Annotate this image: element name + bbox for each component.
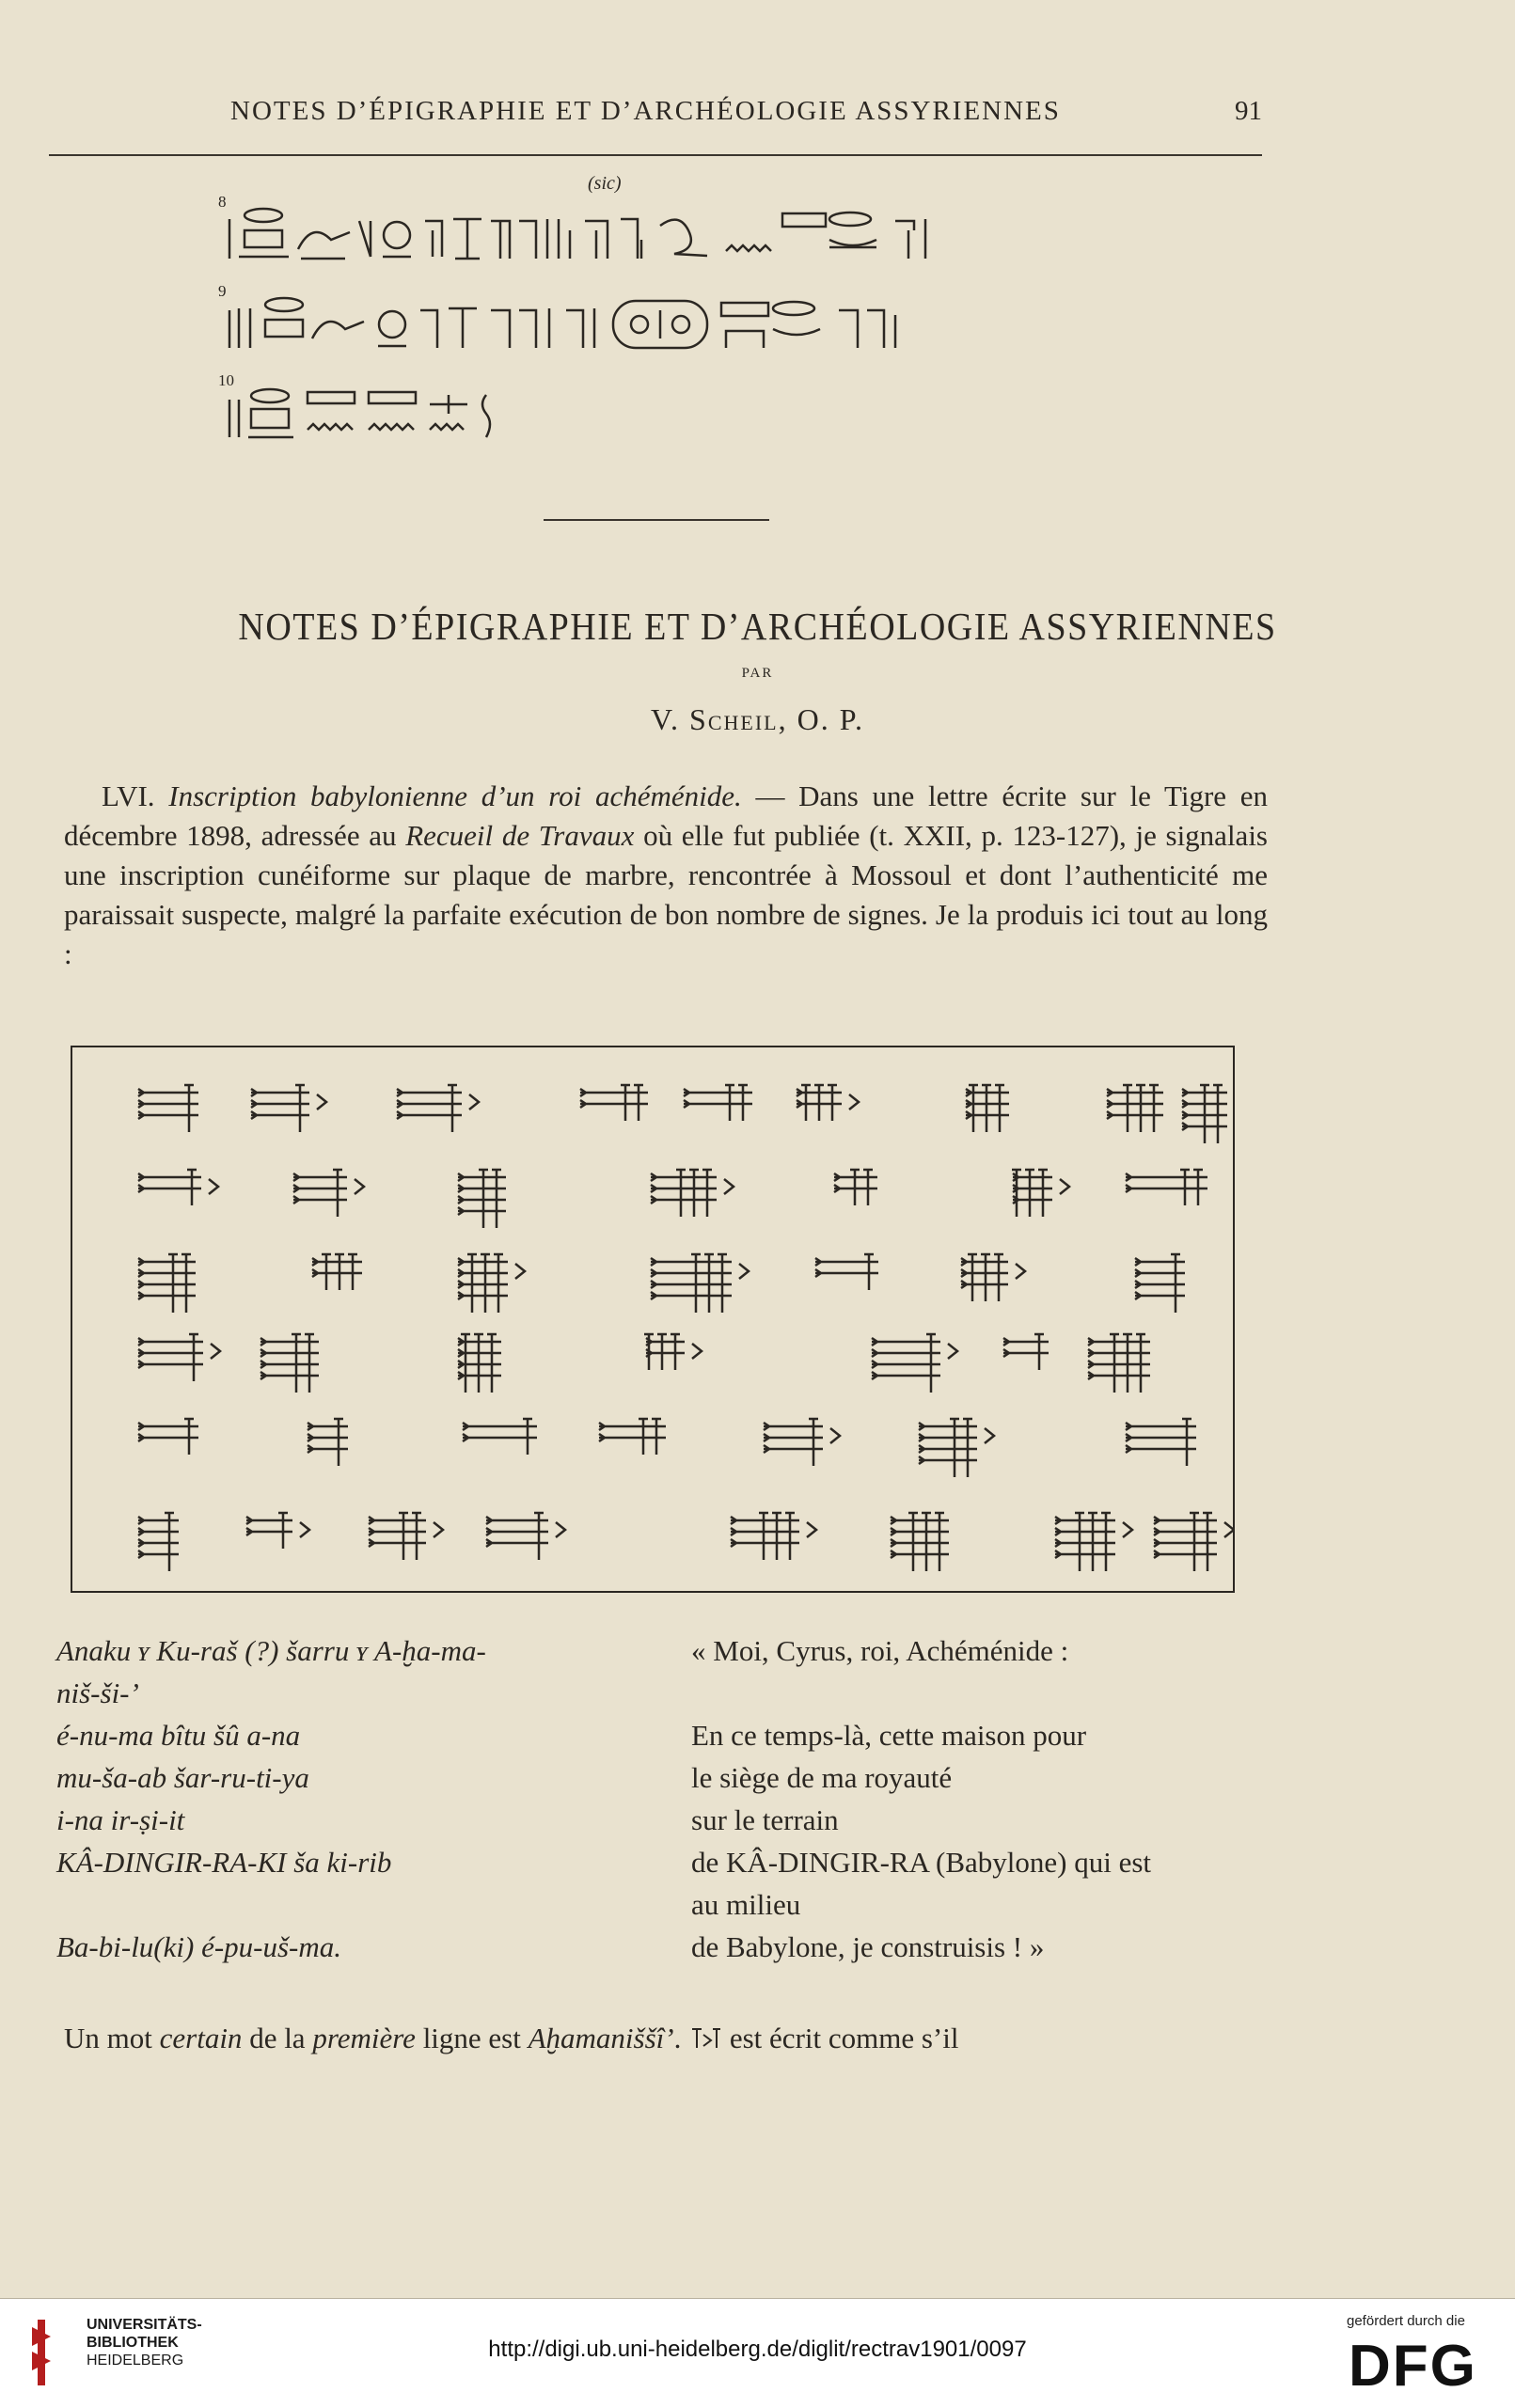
hieroglyph-figure [218, 282, 989, 357]
cuneiform-sign [644, 1334, 702, 1370]
author-name: V. Scheil, O. P. [651, 702, 864, 736]
cuneiform-sign [1055, 1513, 1132, 1571]
text-run: . [673, 2022, 689, 2054]
cuneiform-sign [834, 1170, 877, 1205]
hieroglyph-figure [218, 193, 989, 268]
hieroglyph-line-10 [218, 371, 989, 456]
cuneiform-sign [1126, 1419, 1196, 1466]
transliteration-line: KÂ-DINGIR-RA-KI ša ki-rib [56, 1846, 392, 1879]
translation-line: le siège de ma royauté [691, 1761, 953, 1794]
cuneiform-sign [961, 1254, 1025, 1301]
cuneiform-sign [246, 1513, 309, 1549]
cuneiform-sign [397, 1085, 479, 1132]
hieroglyph-line-8 [218, 193, 989, 277]
cuneiform-sign [312, 1254, 362, 1290]
text-run: est écrit comme s’il [722, 2022, 959, 2054]
footer-bar [0, 2299, 1515, 2408]
text-run: de la [242, 2022, 313, 2054]
cuneiform-sign [966, 1085, 1009, 1132]
translation-line: sur le terrain [691, 1803, 839, 1836]
italic-word: première [312, 2022, 416, 2054]
cuneiform-sign [1154, 1513, 1233, 1571]
cuneiform-sign [599, 1419, 666, 1455]
journal-title: Recueil de Travaux [405, 819, 635, 852]
cuneiform-sign [1003, 1334, 1049, 1370]
sponsor-label: gefördert durch die [1347, 2313, 1465, 2329]
cuneiform-inscription [71, 1046, 1235, 1593]
cuneiform-sign [872, 1334, 957, 1393]
cuneiform-sign [138, 1170, 218, 1205]
cuneiform-sign [764, 1419, 840, 1466]
cuneiform-sign [251, 1085, 326, 1132]
line-number: 8 [218, 193, 227, 211]
cuneiform-signs [72, 1047, 1233, 1591]
transliteration-line: Anaku ʏ Ku-raš (?) šarru ʏ A-ḫa-ma- [56, 1634, 486, 1667]
cuneiform-sign [1107, 1085, 1163, 1132]
sic-note: (sic) [588, 173, 622, 194]
translation [691, 1629, 1274, 1968]
cuneiform-sign [651, 1254, 749, 1313]
cuneiform-sign [1126, 1170, 1207, 1205]
cuneiform-sign [138, 1254, 196, 1313]
transliteration-line: mu-ša-ab šar-ru-ti-ya [56, 1761, 309, 1794]
cuneiform-sign [369, 1513, 443, 1560]
cuneiform-sign [580, 1085, 648, 1121]
cuneiform-sign [797, 1085, 859, 1121]
paragraph-text: — Dans une lettre écrite sur le Tigre en décembre 1898, adressée au [64, 779, 1268, 852]
dfg-logo: DFG [1349, 2334, 1477, 2399]
cuneiform-sign [1088, 1334, 1150, 1393]
cuneiform-sign [815, 1254, 878, 1290]
hieroglyph-figure [218, 371, 594, 447]
italic-word: certain [159, 2022, 243, 2054]
library-line: UNIVERSITÄTS- [87, 2317, 202, 2333]
cuneiform-sign [463, 1419, 537, 1455]
cuneiform-sign [138, 1419, 198, 1455]
translation-line [691, 1672, 1274, 1714]
section-number: LVI. [102, 779, 155, 812]
text-run: Un mot [64, 2022, 160, 2054]
section-divider [544, 519, 769, 521]
transliteration-line [56, 1883, 658, 1926]
cuneiform-sign [1182, 1085, 1227, 1143]
body-paragraph [64, 777, 1268, 974]
cuneiform-sign [919, 1419, 994, 1477]
cuneiform-sign [138, 1085, 198, 1132]
header-rule [49, 154, 1262, 156]
cuneiform-sign [138, 1513, 179, 1571]
byline-par: PAR [741, 666, 774, 681]
cuneiform-sign-inline [688, 2022, 722, 2054]
paragraph-text: où elle fut publiée (t. XXII, p. 123-127), je signalais une inscription cunéiforme sur plaque de marbre, rencontrée à Mossoul et dont l’authenticité me paraissait suspecte, malgré la parfaite exécution de bon nombre de signes. Je la produis ici tout au long : [64, 819, 1268, 970]
page-number: 91 [1235, 96, 1262, 126]
closing-line [64, 2022, 1268, 2055]
cuneiform-sign [651, 1170, 734, 1217]
source-url-link[interactable]: http://digi.ub.uni-heidelberg.de/diglit/rectrav1901/0097 [488, 2337, 1027, 2362]
cuneiform-sign [684, 1085, 752, 1121]
hieroglyph-line-9 [218, 282, 989, 367]
cuneiform-sign [891, 1513, 949, 1571]
line-number: 10 [218, 371, 234, 389]
cuneiform-sign [293, 1170, 364, 1217]
translation-line: au milieu [691, 1888, 801, 1921]
transliteration-line: niš-ši-’ [56, 1676, 139, 1709]
translation-line: de KÂ-DINGIR-RA (Babylone) qui est [691, 1846, 1152, 1879]
cuneiform-sign [138, 1334, 220, 1381]
translation-line: de Babylone, je construisis ! » [691, 1930, 1045, 1963]
translation-line: En ce temps-là, cette maison pour [691, 1719, 1087, 1752]
transliteration-line: é-nu-ma bîtu šû a-na [56, 1719, 301, 1752]
cuneiform-sign [458, 1170, 506, 1228]
text-run: ligne est [415, 2022, 529, 2054]
cuneiform-sign [458, 1254, 525, 1313]
transliteration [56, 1629, 658, 1968]
line-number: 9 [218, 282, 227, 300]
running-head [0, 94, 1515, 132]
cuneiform-sign [260, 1334, 319, 1393]
library-line: BIBLIOTHEK [87, 2335, 179, 2351]
cuneiform-sign [458, 1334, 501, 1393]
cuneiform-sign [1012, 1170, 1069, 1217]
section-title: Inscription babylonienne d’un roi achéménide. [168, 779, 742, 812]
running-title: NOTES D’ÉPIGRAPHIE ET D’ARCHÉOLOGIE ASSYRIENNES [230, 96, 1061, 126]
translation-line: « Moi, Cyrus, roi, Achéménide : [691, 1634, 1069, 1667]
cuneiform-sign [1135, 1254, 1185, 1313]
italic-word: Aḫamaniššî’ [528, 2022, 674, 2054]
transliteration-line: Ba-bi-lu(ki) é-pu-uš-ma. [56, 1930, 342, 1963]
cuneiform-sign [308, 1419, 348, 1466]
library-line: HEIDELBERG [87, 2353, 184, 2369]
transliteration-line: i-na ir-ṣi-it [56, 1803, 185, 1836]
cuneiform-sign [731, 1513, 816, 1560]
article-title: NOTES D’ÉPIGRAPHIE ET D’ARCHÉOLOGIE ASSYRIENNES [238, 606, 1277, 649]
cuneiform-sign [486, 1513, 565, 1560]
